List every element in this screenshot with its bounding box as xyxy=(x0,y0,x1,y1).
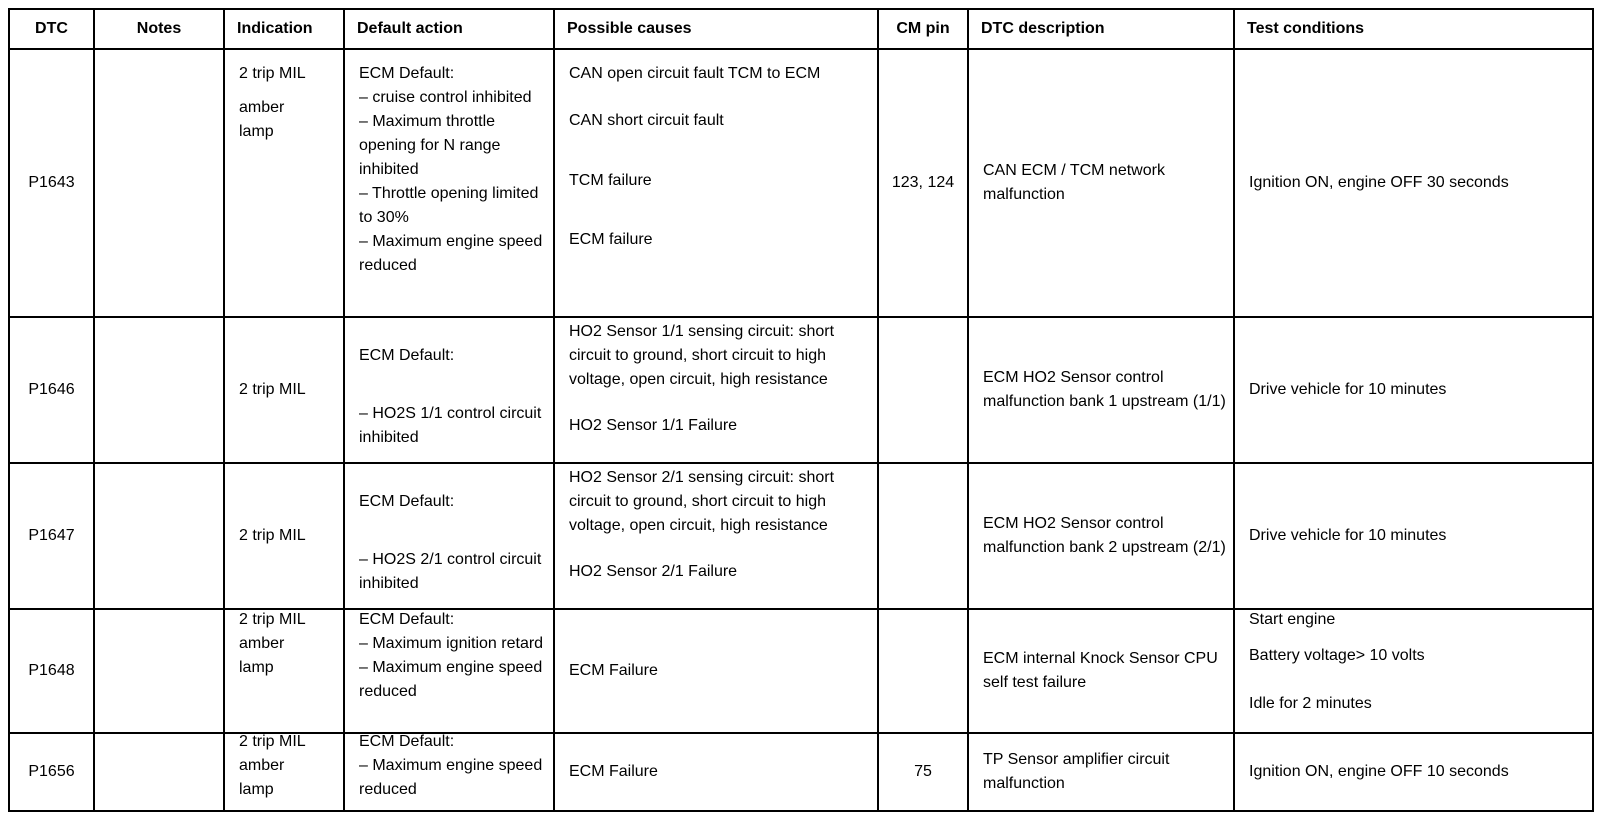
possible-cause: ECM Failure xyxy=(569,662,658,679)
indication-text: 2 trip MIL amber lamp xyxy=(239,733,306,798)
test-conditions-cell xyxy=(1234,733,1593,811)
possible-causes-cell xyxy=(554,733,878,811)
default-action-cell xyxy=(344,49,554,317)
possible-cause: CAN short circuit fault xyxy=(569,112,724,129)
possible-causes-cell xyxy=(554,49,878,317)
test-condition: Ignition ON, engine OFF 10 seconds xyxy=(1249,763,1509,780)
cm-pin-cell xyxy=(878,317,968,463)
dtc-description: ECM HO2 Sensor control malfunction bank 2 upstream (2/1) xyxy=(983,515,1226,556)
description-cell xyxy=(968,317,1234,463)
test-conditions-cell xyxy=(1234,49,1593,317)
indication-cell xyxy=(224,317,344,463)
default-action-text: – HO2S 2/1 control circuit inhibited xyxy=(359,551,542,592)
header-dtc: DTC xyxy=(9,9,94,49)
cm-pin: 75 xyxy=(914,763,932,780)
dtc-cell xyxy=(9,49,94,317)
dtc-description: TP Sensor amplifier circuit malfunction xyxy=(983,751,1170,792)
indication-cell xyxy=(224,733,344,811)
possible-cause: ECM Failure xyxy=(569,763,658,780)
notes-cell xyxy=(94,463,224,609)
dtc-cell xyxy=(9,317,94,463)
cm-pin: 123, 124 xyxy=(891,174,955,191)
description-cell xyxy=(968,609,1234,733)
table-row xyxy=(9,49,1593,317)
dtc-code: P1647 xyxy=(28,527,75,544)
header-possible-causes: Possible causes xyxy=(554,9,878,49)
indication-text: 2 trip MIL xyxy=(239,65,306,82)
possible-cause: HO2 Sensor 2/1 Failure xyxy=(569,563,738,580)
header-test-conditions: Test conditions xyxy=(1234,9,1593,49)
default-action-cell xyxy=(344,609,554,733)
possible-causes-cell xyxy=(554,463,878,609)
test-condition: Battery voltage> 10 volts xyxy=(1249,647,1425,664)
cm-pin-cell xyxy=(878,463,968,609)
dtc-cell xyxy=(9,733,94,811)
default-action-cell xyxy=(344,733,554,811)
notes-cell xyxy=(94,733,224,811)
header-notes: Notes xyxy=(94,9,224,49)
table-row xyxy=(9,317,1593,463)
indication-text: 2 trip MIL xyxy=(239,527,306,544)
default-action-text: ECM Default: – Maximum engine speed reduced xyxy=(359,733,543,798)
cm-pin-cell xyxy=(878,49,968,317)
test-condition: Ignition ON, engine OFF 30 seconds xyxy=(1249,174,1509,191)
test-condition: Start engine xyxy=(1249,611,1336,628)
possible-causes-cell xyxy=(554,317,878,463)
cm-pin-cell xyxy=(878,733,968,811)
indication-cell xyxy=(224,49,344,317)
indication-cell xyxy=(224,463,344,609)
test-condition: Drive vehicle for 10 minutes xyxy=(1249,527,1447,544)
dtc-code: P1646 xyxy=(28,381,75,398)
test-condition: Idle for 2 minutes xyxy=(1249,695,1372,712)
header-row xyxy=(9,9,1593,49)
notes-cell xyxy=(94,317,224,463)
header-cm-pin: CM pin xyxy=(878,9,968,49)
header-indication: Indication xyxy=(224,9,344,49)
description-cell xyxy=(968,463,1234,609)
notes-cell xyxy=(94,609,224,733)
possible-cause: HO2 Sensor 1/1 Failure xyxy=(569,417,738,434)
cm-pin-cell xyxy=(878,609,968,733)
default-action-cell xyxy=(344,463,554,609)
possible-cause: ECM failure xyxy=(569,231,653,248)
possible-cause: HO2 Sensor 2/1 sensing circuit: short circuit to ground, short circuit to high voltage, open circuit, high resistance xyxy=(569,469,835,534)
indication-text: 2 trip MIL amber lamp xyxy=(239,611,306,676)
test-conditions-cell xyxy=(1234,317,1593,463)
default-action-text: ECM Default: xyxy=(359,347,455,364)
header-default-action: Default action xyxy=(344,9,554,49)
dtc-code: P1656 xyxy=(28,763,75,780)
test-conditions-cell xyxy=(1234,463,1593,609)
dtc-description: CAN ECM / TCM network malfunction xyxy=(983,162,1165,203)
default-action-text: ECM Default: – cruise control inhibited – Maximum throttle opening for N range inhibited – Throttle opening limited to 30% – Maximum engine speed reduced xyxy=(359,65,543,274)
dtc-code: P1643 xyxy=(28,174,75,191)
description-cell xyxy=(968,733,1234,811)
possible-cause: TCM failure xyxy=(569,172,652,189)
dtc-code: P1648 xyxy=(28,662,75,679)
test-condition: Drive vehicle for 10 minutes xyxy=(1249,381,1447,398)
dtc-cell xyxy=(9,609,94,733)
dtc-description: ECM internal Knock Sensor CPU self test failure xyxy=(983,650,1218,691)
default-action-cell xyxy=(344,317,554,463)
default-action-text: – HO2S 1/1 control circuit inhibited xyxy=(359,405,542,446)
indication-cell xyxy=(224,609,344,733)
indication-text: amber lamp xyxy=(239,99,285,140)
indication-text: 2 trip MIL xyxy=(239,381,306,398)
default-action-text: ECM Default: – Maximum ignition retard – Maximum engine speed reduced xyxy=(359,611,544,700)
dtc-table xyxy=(8,8,1594,812)
table-row xyxy=(9,463,1593,609)
table-row xyxy=(9,609,1593,733)
notes-cell xyxy=(94,49,224,317)
default-action-text: ECM Default: xyxy=(359,493,455,510)
header-dtc-description: DTC description xyxy=(968,9,1234,49)
test-conditions-cell xyxy=(1234,609,1593,733)
possible-causes-cell xyxy=(554,609,878,733)
dtc-cell xyxy=(9,463,94,609)
possible-cause: CAN open circuit fault TCM to ECM xyxy=(569,65,821,82)
table-row xyxy=(9,733,1593,811)
dtc-description: ECM HO2 Sensor control malfunction bank 1 upstream (1/1) xyxy=(983,369,1226,410)
description-cell xyxy=(968,49,1234,317)
possible-cause: HO2 Sensor 1/1 sensing circuit: short circuit to ground, short circuit to high voltage, open circuit, high resistance xyxy=(569,323,835,388)
